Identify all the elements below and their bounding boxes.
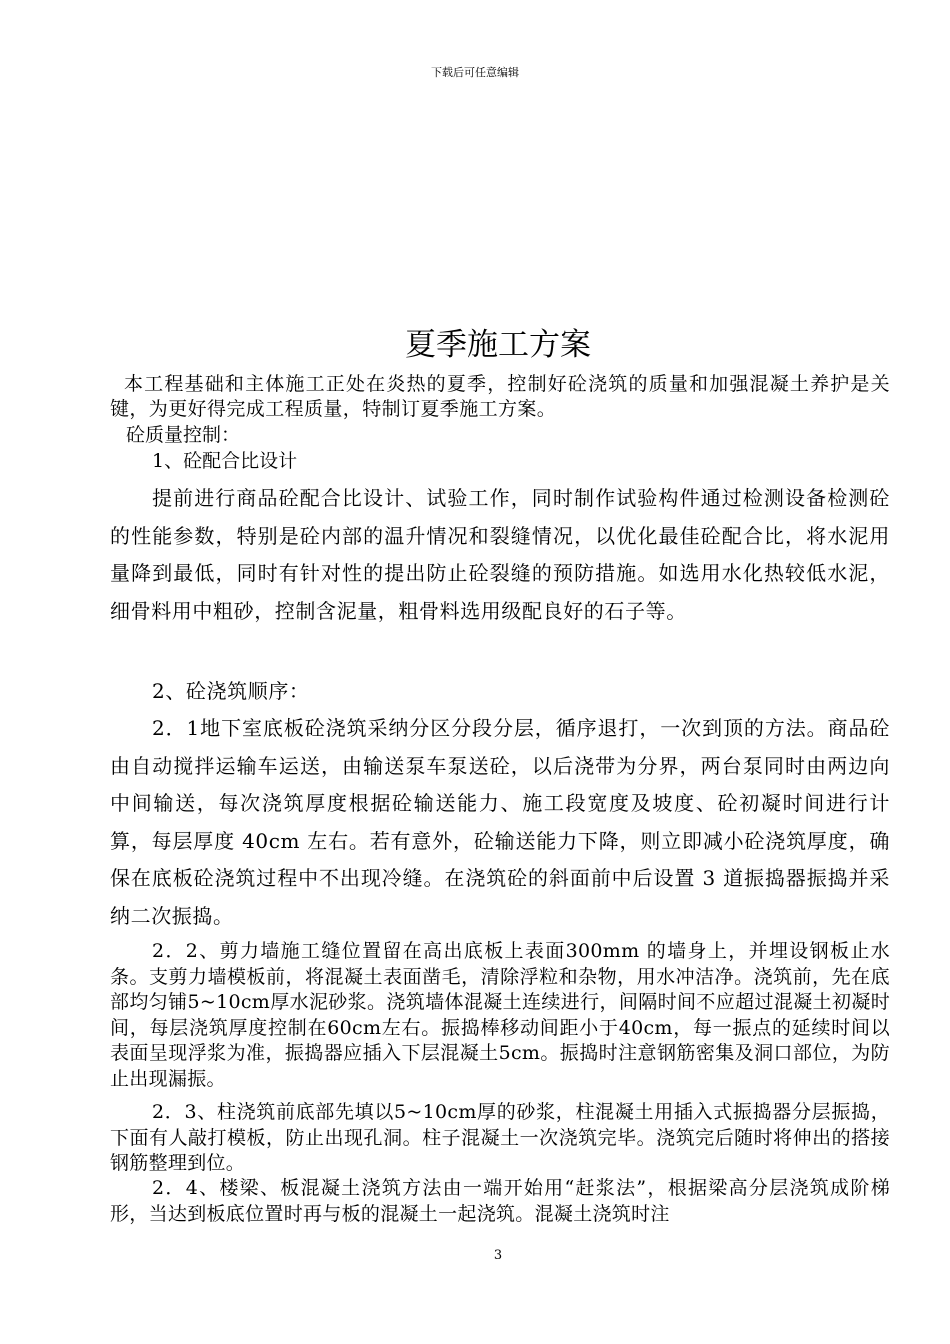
paragraph-2-3-column: 2．3、柱浇筑前底部先填以5~10cm厚的砂浆，柱混凝土用插入式振捣器分层振捣，下面有人敲打模板，防止出现孔洞。柱子混凝土一次浇筑完毕。浇筑完后随时将伸出的搭接钢筋整理到位。 — [110, 1101, 890, 1174]
paragraph-2-2-shear-wall: 2．2、剪力墙施工缝位置留在高出底板上表面300mm 的墙身上，并埋设钢板止水条。支剪力墙模板前，将混凝土表面凿毛，清除浮粒和杂物，用水冲洁净。浇筑前，先在底部均匀铺5~10cm厚水泥砂浆。浇筑墙体混凝土连续进行，间隔时间不应超过混凝土初凝时间，每层浇筑厚度控制在60cm左右。振捣棒移动间距小于40cm，每一振点的延续时间以表面呈现浮浆为准，振捣器应插入下层混凝土5cm。振捣时注意钢筋密集及洞口部位，为防止出现漏振。 — [110, 940, 890, 1090]
paragraph-2-4-beam-slab: 2．4、楼梁、板混凝土浇筑方法由一端开始用“赶浆法”，根据梁高分层浇筑成阶梯形，当达到板底位置时再与板的混凝土一起浇筑。混凝土浇筑时注 — [110, 1177, 890, 1225]
page-number: 3 — [493, 1248, 503, 1263]
section-label-quality-control: 砼质量控制： — [126, 424, 241, 446]
subheading-mix-design: 1、砼配合比设计 — [152, 450, 298, 472]
page-header: 下载后可任意编辑 — [431, 66, 519, 79]
document-title: 夏季施工方案 — [405, 327, 591, 363]
paragraph-2-1-base-slab: 2．1地下室底板砼浇筑采纳分区分段分层，循序退打，一次到顶的方法。商品砼由自动搅拌运输车运送，由输送泵车泵送砼，以后浇带为分界，两台泵同时由两边向中间输送，每次浇筑厚度根据砼输送能力、施工段宽度及坡度、砼初凝时间进行计算，每层厚度 40cm 左右。若有意外，砼输送能力下降，则立即减小砼浇筑厚度，确保在底板砼浇筑过程中不出现冷缝。在浇筑砼的斜面前中后设置 3 道振捣器振捣并采纳二次振捣。 — [110, 716, 890, 928]
subheading-pouring-sequence: 2、砼浇筑顺序： — [152, 679, 310, 703]
paragraph-mix-design: 提前进行商品砼配合比设计、试验工作，同时制作试验构件通过检测设备检测砼的性能参数，特别是砼内部的温升情况和裂缝情况，以优化最佳砼配合比，将水泥用量降到最低，同时有针对性的提出防止砼裂缝的预防措施。如选用水化热较低水泥，细骨料用中粗砂，控制含泥量，粗骨料选用级配良好的石子等。 — [110, 486, 890, 623]
intro-paragraph: 本工程基础和主体施工正处在炎热的夏季，控制好砼浇筑的质量和加强混凝土养护是关键，为更好得完成工程质量，特制订夏季施工方案。 — [110, 373, 890, 420]
